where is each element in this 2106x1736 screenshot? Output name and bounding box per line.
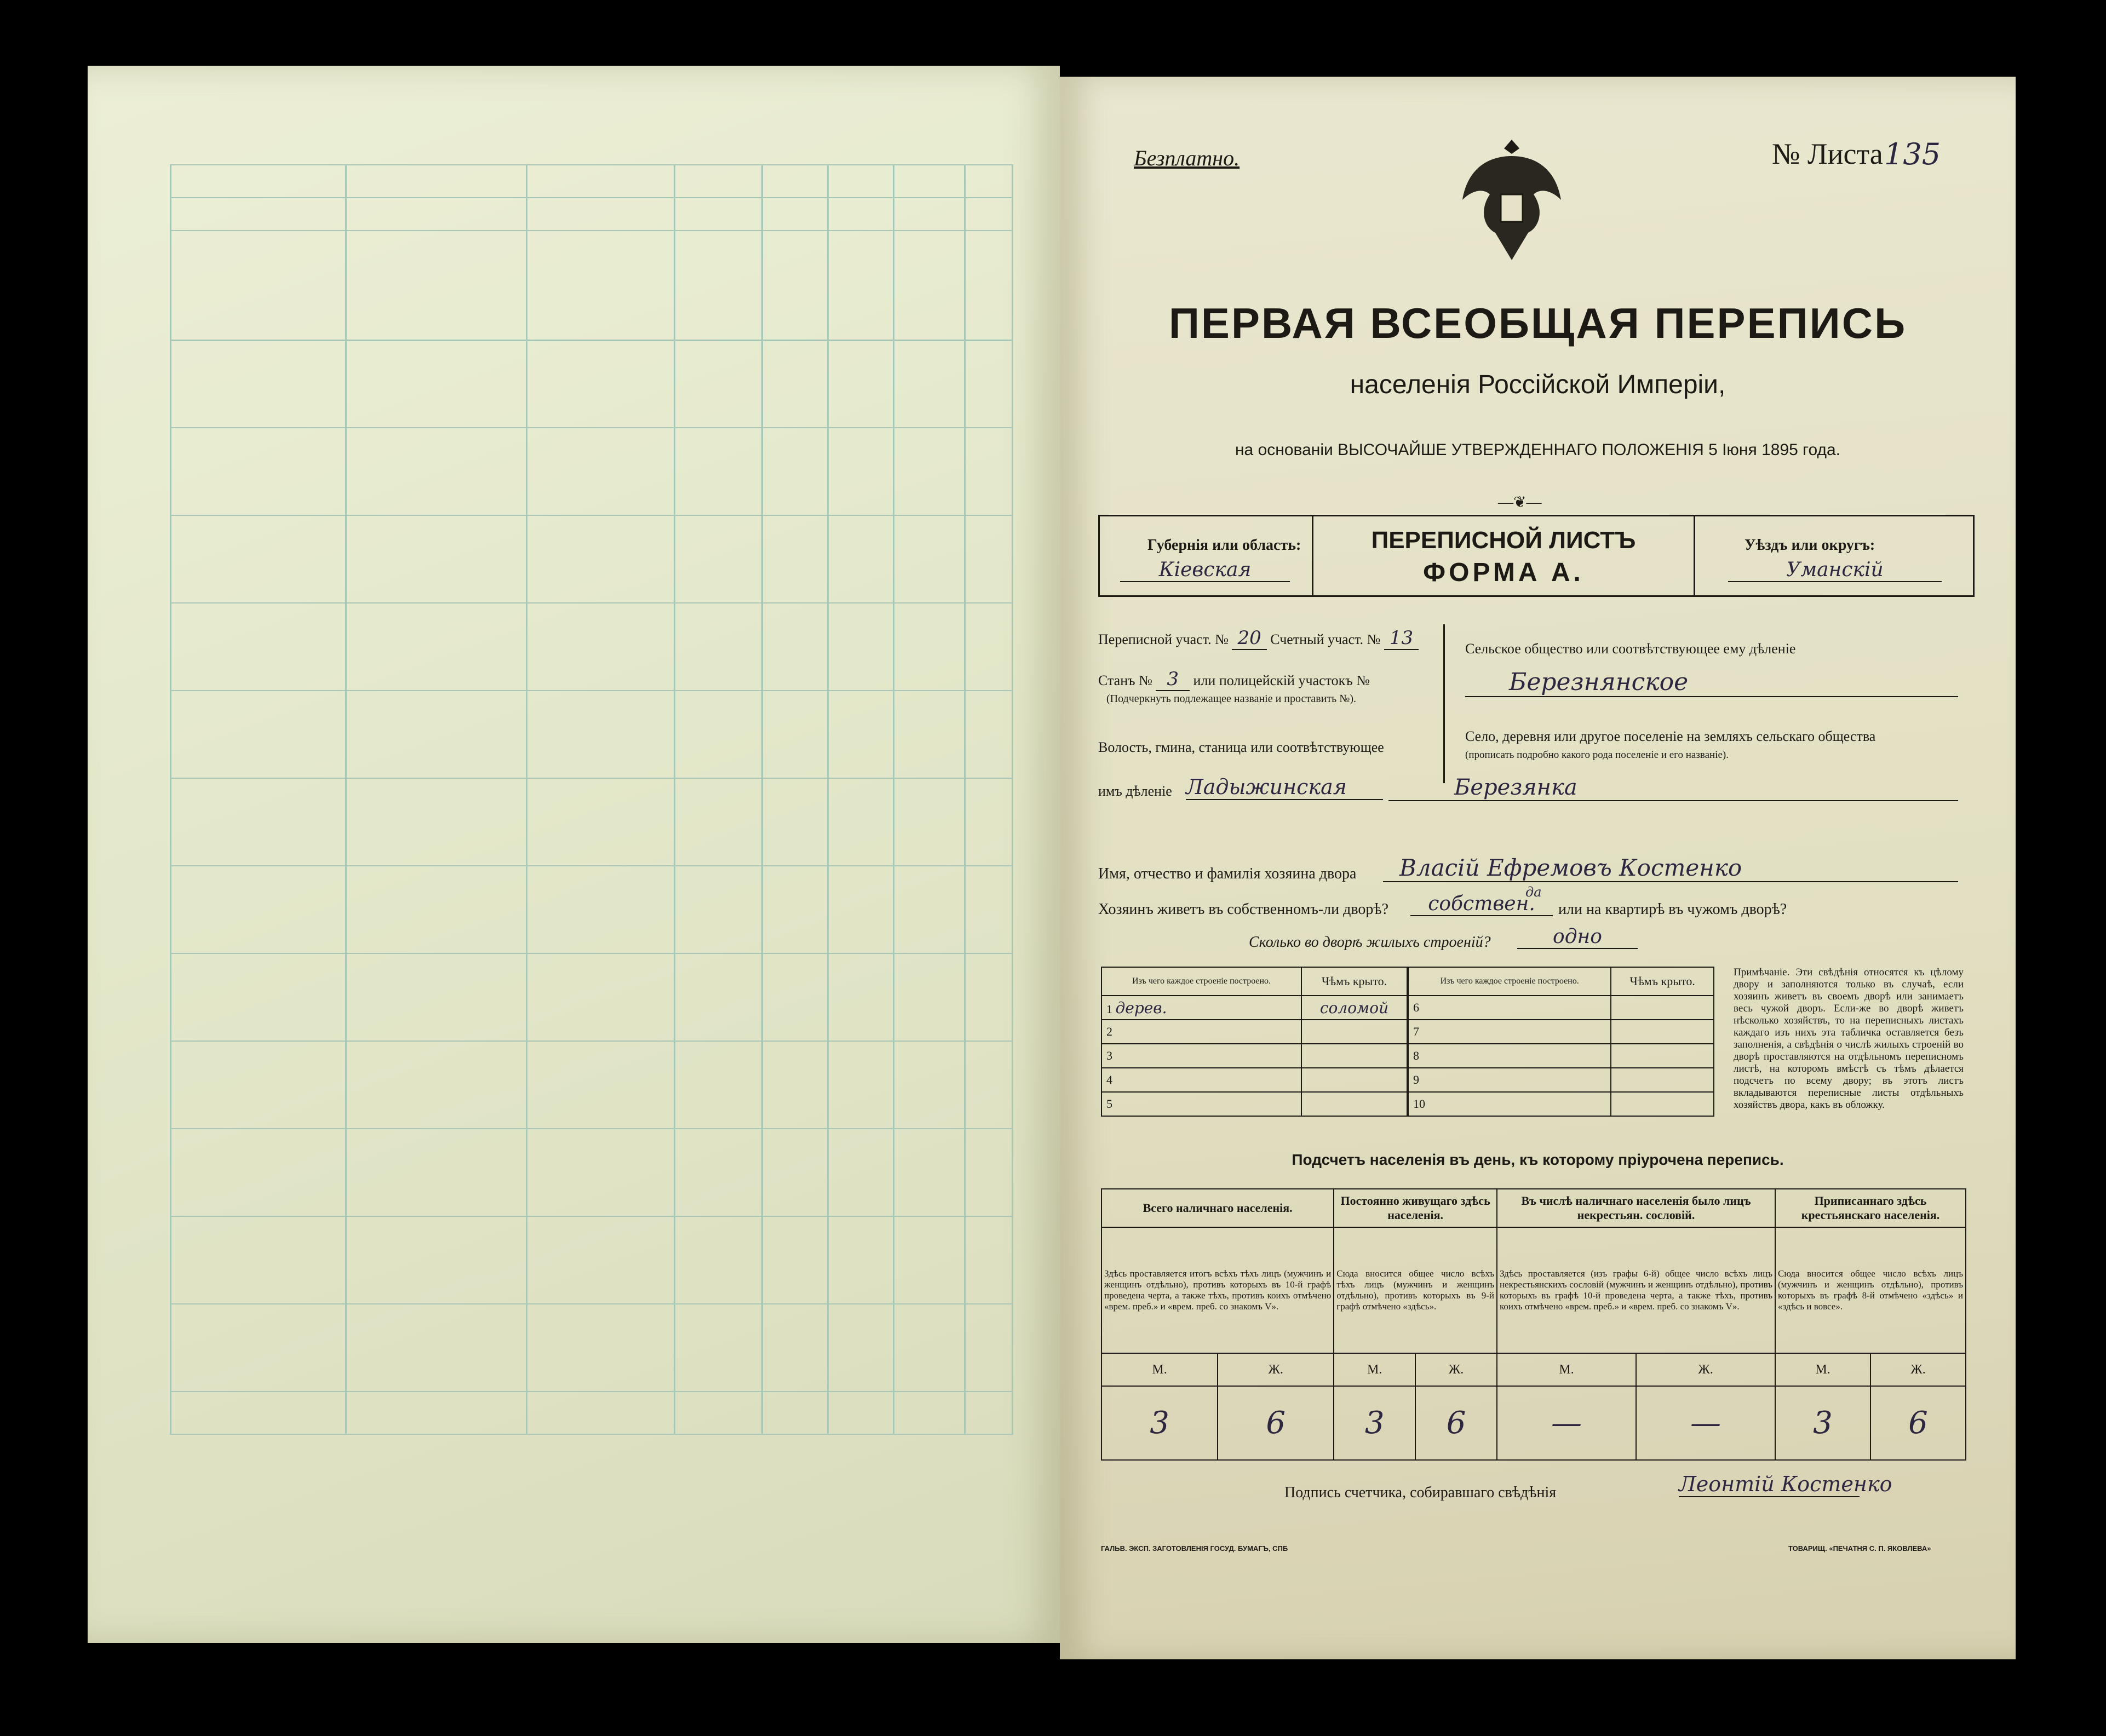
signature-label: Подпись счетчика, собиравшаго свѣдѣнія xyxy=(1284,1484,1557,1501)
sheet-number-value: 135 xyxy=(1884,137,1941,171)
female-label: Ж. xyxy=(1636,1353,1775,1386)
buildings-note: Примѣчаніе. Эти свѣдѣнія относятся къ цѣлому двору и заполняются только въ случаѣ, если хозяинъ живетъ въ своемъ дворѣ или занимаетъ весь чужой дворъ. Если-же во дворѣ живетъ нѣсколько хозяйствъ, то на переписныхъ листахъ каждаго изъ нихъ эта табличка оставляется безъ заполненія, а свѣдѣнія о числѣ жилыхъ строеній во дворѣ проставляются на отдѣльномъ переписномъ листѣ, на которомъ вмѣстѣ съ тѣмъ дѣлается подсчетъ по всему двору; въ этотъ листъ вкладываются переписные листы отдѣльныхъ хозяйствъ двора, какъ въ обложку. xyxy=(1734,967,1964,1111)
stan-value: 3 xyxy=(1156,668,1190,691)
village-value: Березянка xyxy=(1388,775,1958,801)
population-count-table xyxy=(1101,1188,1966,1461)
printer-imprint-right: ТОВАРИЩ. «ПЕЧАТНЯ С. П. ЯКОВЛЕВА» xyxy=(1788,1544,1931,1553)
volost-label-2: имъ дѣленіе xyxy=(1098,783,1172,799)
rural-society-value: Березнянское xyxy=(1465,668,1958,697)
police-sector-label: или полицейскій участокъ № xyxy=(1193,672,1370,688)
population-count-title: Подсчетъ населенія въ день, къ которому пріурочена перепись. xyxy=(1292,1151,1784,1168)
form-a-title: ФОРМА А. xyxy=(1423,558,1584,587)
registered-peasant-female: 6 xyxy=(1870,1386,1966,1460)
roof-col-header: Чѣмъ крыто. xyxy=(1301,967,1407,996)
column-divider xyxy=(1443,624,1445,783)
form-subtitle: населенія Россійской Имперіи, xyxy=(1350,370,1726,399)
gubernia-value: Кіевская xyxy=(1120,559,1290,582)
owner-name-value: Власій Ефремовъ Костенко xyxy=(1383,854,1958,882)
count-sector-label: Счетный участ. № xyxy=(1270,631,1381,647)
uezd-value: Уманскій xyxy=(1728,559,1942,582)
left-page xyxy=(88,66,1060,1643)
building-roof: соломой xyxy=(1301,996,1407,1020)
male-label: М. xyxy=(1101,1353,1218,1386)
total-present-header: Всего наличнаго населенія. xyxy=(1101,1189,1334,1227)
female-label: Ж. xyxy=(1870,1353,1966,1386)
village-instruction: (прописать подробно какого рода поселеніе и его названіе). xyxy=(1465,749,1729,761)
male-label: М. xyxy=(1497,1353,1636,1386)
rural-society-label: Сельское общество или соотвѣтствующее ему дѣленіе xyxy=(1465,641,1796,657)
table-row: 8 xyxy=(1408,1044,1714,1068)
material-col-header: Изъ чего каждое строеніе построено. xyxy=(1101,967,1301,996)
signature-value: Леонтій Костенко xyxy=(1679,1472,1892,1496)
table-row: 3 xyxy=(1101,1044,1407,1068)
village-label: Село, деревня или другое поселеніе на земляхъ сельскаго общества xyxy=(1465,728,1876,744)
double-headed-eagle-emblem xyxy=(1457,134,1566,266)
census-form-page xyxy=(1060,77,2016,1659)
table-row: 2 xyxy=(1101,1020,1407,1044)
registered-peasant-header: Приписаннаго здѣсь крестьянскаго населенія. xyxy=(1775,1189,1966,1227)
faint-ruled-grid xyxy=(170,164,1013,1435)
table-row: 5 xyxy=(1101,1092,1407,1116)
table-row: 4 xyxy=(1101,1068,1407,1092)
permanent-residents-header: Постоянно живущаго здѣсь населенія. xyxy=(1334,1189,1497,1227)
female-label: Ж. xyxy=(1218,1353,1334,1386)
male-label: М. xyxy=(1775,1353,1870,1386)
other-yard-label: или на квартирѣ въ чужомъ дворѣ? xyxy=(1558,901,1787,918)
underline-instruction: (Подчеркнуть подлежащее названіе и проставить №). xyxy=(1106,693,1356,705)
buildings-count-value: одно xyxy=(1517,926,1638,949)
total-present-desc: Здѣсь проставляется итогъ всѣхъ тѣхъ лицъ (мужчинъ и женщинъ отдѣльно), противъ которыхъ въ 10-й графѣ проведена черта, а также тѣхъ, противъ коихъ отмѣчено «врем. преб.» и «врем. преб. со знакомъ V». xyxy=(1101,1227,1334,1353)
volost-value: Ладыжинская xyxy=(1186,775,1383,800)
table-row: 1 дерев. соломой xyxy=(1101,996,1407,1020)
census-sector-value: 20 xyxy=(1232,627,1266,650)
non-peasant-header: Въ числѣ наличнаго населенія было лицъ некрестьян. сословій. xyxy=(1497,1189,1775,1227)
total-present-female: 6 xyxy=(1218,1386,1334,1460)
census-sector-label: Переписной участ. № xyxy=(1098,631,1229,647)
building-material: дерев. xyxy=(1115,998,1167,1017)
table-row: 7 xyxy=(1408,1020,1714,1044)
form-sheet-title: ПЕРЕПИСНОЙ ЛИСТЪ xyxy=(1371,527,1636,554)
ornament-divider: —❦— xyxy=(1498,494,1542,511)
buildings-table-right: Изъ чего каждое строеніе построено. Чѣмъ крыто. 6 7 8 9 10 xyxy=(1408,967,1714,1117)
non-peasant-desc: Здѣсь проставляется (изъ графы 6-й) общее число всѣхъ лицъ некрестьянскихъ сословій (мужчинъ и женщинъ отдѣльно), противъ которыхъ въ графѣ 10-й проведена черта, а также тѣхъ, противъ коихъ отмѣчено «врем. преб.» и «врем. преб. со знакомъ V». xyxy=(1497,1227,1775,1353)
female-label: Ж. xyxy=(1415,1353,1497,1386)
sheet-number-label: № Листа xyxy=(1772,137,1883,170)
buildings-count-label: Сколько во дворѣ жилыхъ строеній? xyxy=(1249,934,1491,951)
owner-name-label: Имя, отчество и фамилія хозяина двора xyxy=(1098,865,1357,882)
volost-label: Волость, гмина, станица или соотвѣтствующее xyxy=(1098,739,1384,755)
table-row: 9 xyxy=(1408,1068,1714,1092)
male-label: М. xyxy=(1334,1353,1415,1386)
permanent-residents-desc: Сюда вносится общее число всѣхъ тѣхъ лицъ (мужчинъ и женщинъ отдѣльно), противъ которыхъ въ 9-й графѣ отмѣчено «здѣсь». xyxy=(1334,1227,1497,1353)
total-present-male: 3 xyxy=(1101,1386,1218,1460)
gubernia-cell xyxy=(1098,515,1312,597)
non-peasant-female: — xyxy=(1636,1386,1775,1460)
registered-peasant-male: 3 xyxy=(1775,1386,1870,1460)
table-row: 6 xyxy=(1408,996,1714,1020)
non-peasant-male: — xyxy=(1497,1386,1636,1460)
free-label: Безплатно. xyxy=(1134,146,1240,170)
stan-label: Станъ № xyxy=(1098,672,1152,688)
legal-basis-line: на основаніи ВЫСОЧАЙШЕ УТВЕРЖДЕННАГО ПОЛОЖЕНІЯ 5 Іюня 1895 года. xyxy=(1235,441,1840,459)
uezd-label: Уѣздъ или округъ: xyxy=(1745,537,1875,554)
count-sector-value: 13 xyxy=(1384,627,1419,650)
own-yard-mark: да xyxy=(1525,884,1542,900)
gubernia-label: Губернія или область: xyxy=(1147,537,1301,554)
permanent-male: 3 xyxy=(1334,1386,1415,1460)
own-yard-value: собствен. xyxy=(1410,893,1553,916)
printer-imprint-left: ГАЛЬВ. ЭКСП. ЗАГОТОВЛЕНІЯ ГОСУД. БУМАГЪ, СПБ xyxy=(1101,1544,1288,1553)
form-main-title: ПЕРВАЯ ВСЕОБЩАЯ ПЕРЕПИСЬ xyxy=(1168,299,1907,347)
registered-peasant-desc: Сюда вносится общее число всѣхъ лицъ (мужчинъ и женщинъ отдѣльно), противъ которыхъ въ графѣ 8-й отмѣчено «здѣсь» и «здѣсь и вовсе». xyxy=(1775,1227,1966,1353)
permanent-female: 6 xyxy=(1415,1386,1497,1460)
buildings-table-left xyxy=(1101,967,1408,1117)
own-yard-label: Хозяинъ живетъ въ собственномъ-ли дворѣ? xyxy=(1098,901,1389,918)
table-row: 10 xyxy=(1408,1092,1714,1116)
